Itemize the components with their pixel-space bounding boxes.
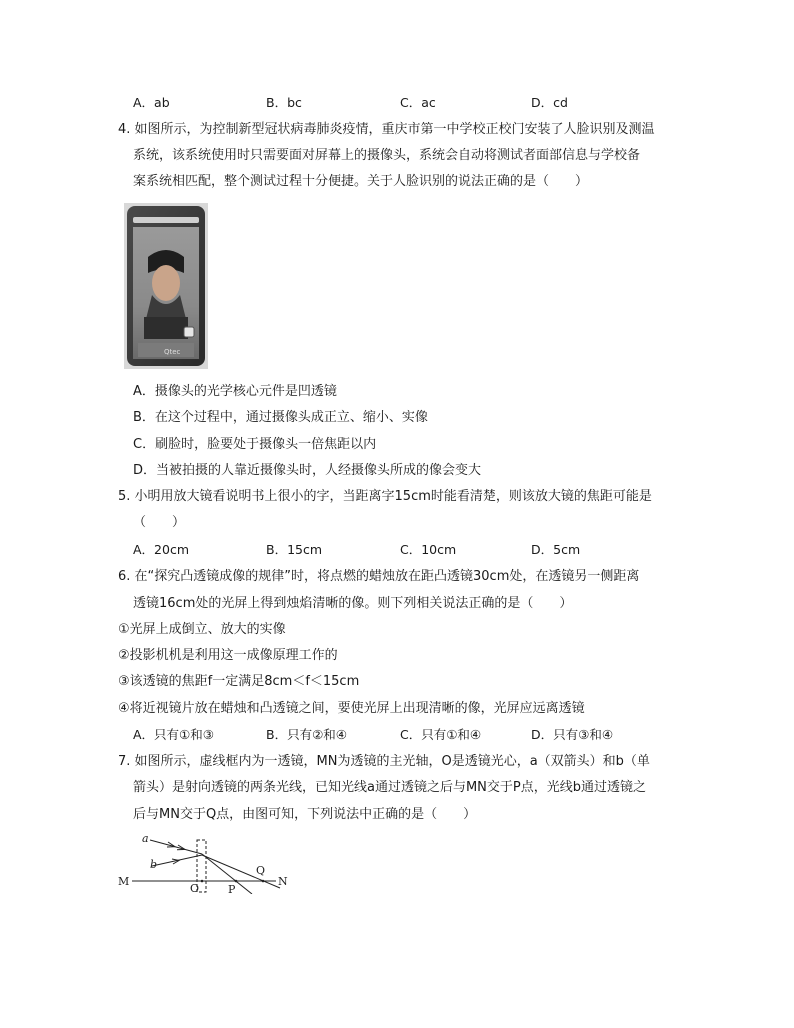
ray-b-refracted	[202, 855, 280, 888]
q3-option-d: D．cd	[531, 95, 568, 110]
label-b: b	[150, 858, 158, 871]
label-a: a	[142, 832, 149, 845]
q4-option-d: D．当被拍摄的人靠近摄像头时，人经摄像头所成的像会变大	[133, 463, 482, 478]
q7-stem-line-2: 箭头）是射向透镜的两条光线，已知光线a通过透镜之后与MN交于P点，光线b通过透镜之	[133, 780, 646, 795]
q4-option-c: C．刷脸时，脸要处于摄像头一倍焦距以内	[133, 437, 377, 452]
q5-option-b: B．15cm	[266, 542, 323, 557]
face-recognition-device-image	[124, 203, 208, 369]
q6-statement-3: ③该透镜的焦距f一定满足8cm＜f＜15cm	[118, 674, 360, 689]
q5-option-a: A．20cm	[133, 542, 190, 557]
device-logo-text: Qtec	[164, 348, 181, 356]
label-n: N	[278, 875, 288, 888]
q6-option-b: B．只有②和④	[266, 727, 347, 742]
label-q: Q	[256, 864, 266, 877]
q4-stem-line-3: 案系统相匹配，整个测试过程十分便捷。关于人脸识别的说法正确的是（ ）	[133, 174, 589, 189]
label-m: M	[118, 875, 130, 888]
q4-stem-line-1: 4. 如图所示，为控制新型冠状病毒肺炎疫情，重庆市第一中学校正校门安装了人脸识别及测温	[118, 122, 655, 137]
lens-ray-diagram	[112, 828, 292, 894]
point-q	[262, 880, 265, 883]
q7-stem-line-3: 后与MN交于Q点，由图可知，下列说法中正确的是（ ）	[133, 807, 477, 822]
q5-option-d: D．5cm	[531, 542, 581, 557]
q5-stem-line-2: （ ）	[133, 515, 186, 530]
q6-statement-1: ①光屏上成倒立、放大的实像	[118, 622, 286, 637]
q3-option-a: A．ab	[133, 95, 170, 110]
q5-option-c: C．10cm	[400, 542, 457, 557]
q6-stem-line-1: 6. 在“探究凸透镜成像的规律”时，将点燃的蜡烛放在距凸透镜30cm处，在透镜另一侧距离	[118, 569, 640, 584]
q5-stem-line-1: 5. 小明用放大镜看说明书上很小的字，当距离字15cm时能看清楚，则该放大镜的焦距可能是	[118, 489, 652, 504]
q3-option-c: C．ac	[400, 95, 436, 110]
q6-statement-4: ④将近视镜片放在蜡烛和凸透镜之间，要使光屏上出现清晰的像，光屏应远离透镜	[118, 701, 585, 716]
q7-stem-line-1: 7. 如图所示，虚线框内为一透镜，MN为透镜的主光轴，O是透镜光心，a（双箭头）和b（单	[118, 754, 650, 769]
q4-option-a: A．摄像头的光学核心元件是凹透镜	[133, 384, 337, 399]
q6-option-a: A．只有①和③	[133, 727, 214, 742]
q4-option-b: B．在这个过程中，通过摄像头成正立、缩小、实像	[133, 410, 428, 425]
q6-statement-2: ②投影机机是利用这一成像原理工作的	[118, 648, 338, 663]
q4-stem-line-2: 系统，该系统使用时只需要面对屏幕上的摄像头，系统会自动将测试者面部信息与学校备	[133, 148, 641, 163]
q6-option-c: C．只有①和④	[400, 727, 482, 742]
ray-a-refracted	[202, 854, 252, 894]
label-p: P	[228, 883, 236, 894]
q3-option-b: B．bc	[266, 95, 302, 110]
q6-option-d: D．只有③和④	[531, 727, 614, 742]
q6-stem-line-2: 透镜16cm处的光屏上得到烛焰清晰的像。则下列相关说法正确的是（ ）	[133, 596, 573, 611]
label-o: O	[190, 882, 200, 894]
point-p	[235, 880, 238, 883]
point-o	[201, 880, 204, 883]
